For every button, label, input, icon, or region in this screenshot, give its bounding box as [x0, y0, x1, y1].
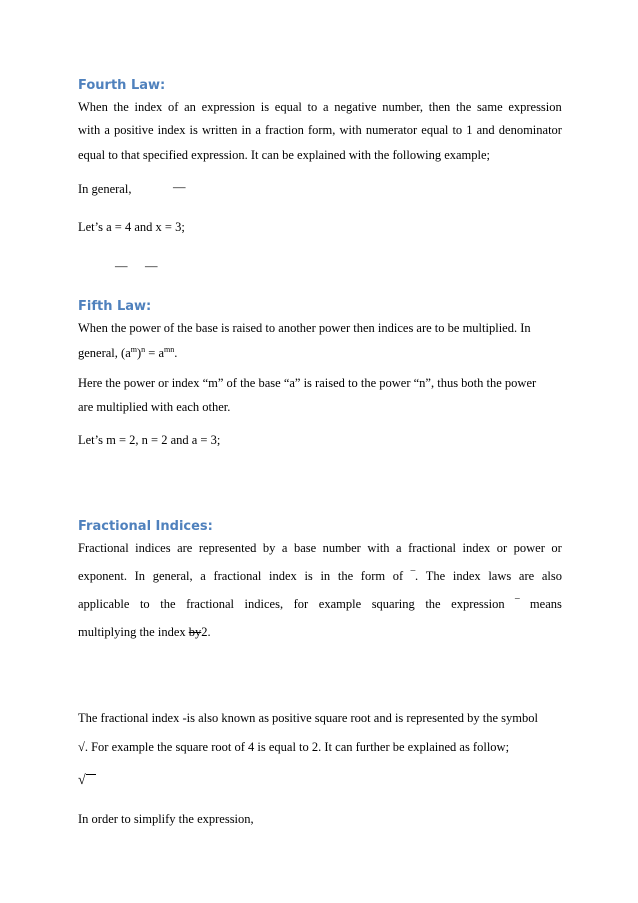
word: to [452, 123, 463, 137]
fractional-para2-line-1 [78, 711, 538, 726]
text-span: multiplying the index [78, 625, 189, 639]
word: squaring [371, 597, 415, 611]
word: index [269, 569, 297, 583]
sqrt-symbol: √ [78, 773, 86, 788]
word: written [201, 123, 238, 137]
fractional-line-3 [78, 597, 562, 612]
word: a [322, 100, 329, 114]
word: In [134, 569, 146, 583]
word: the [113, 100, 129, 114]
fourth-law-line-2 [78, 123, 562, 138]
word: Fractional [78, 541, 129, 555]
word: applicable [78, 597, 130, 611]
word: fractional [186, 597, 234, 611]
word: means [529, 597, 562, 611]
fifth-law-line-2 [78, 345, 177, 361]
word: fractional [213, 569, 262, 583]
word: index [157, 123, 186, 137]
word: a [104, 123, 110, 137]
fourth-law-line-3: equal to that specified expression. It can be explained with the following example; [78, 148, 491, 162]
word: and [476, 123, 495, 137]
text-span: - [182, 711, 187, 725]
word: to [139, 597, 150, 611]
formula-sup: n [141, 345, 146, 354]
formula-part: = a [145, 346, 165, 360]
word: number [322, 541, 361, 555]
word: with [339, 123, 362, 137]
word: is [260, 100, 270, 114]
word: a [281, 541, 288, 555]
sqrt-overline [86, 774, 96, 775]
word: index [134, 100, 163, 114]
word: base [293, 541, 317, 555]
word: 1 [466, 123, 473, 137]
word: fraction [264, 123, 304, 137]
word: laws [488, 569, 512, 583]
word: expression [508, 100, 562, 114]
fifth-law-example: Let’s m = 2, n = 2 and a = 3; [78, 433, 221, 447]
word: then [428, 100, 451, 114]
fourth-law-heading: Fourth Law: [78, 78, 166, 93]
word: for [293, 597, 309, 611]
word: is [189, 123, 198, 137]
word: also [541, 569, 562, 583]
word: form, [307, 123, 336, 137]
fourth-law-example: Let’s a = 4 and x = 3; [78, 220, 185, 234]
word: the [160, 597, 176, 611]
word: ‾ [515, 597, 520, 611]
text-span: 2. [201, 625, 211, 639]
word: of [392, 569, 404, 583]
fractional-indices-heading: Fractional Indices: [78, 519, 213, 534]
word: positive [113, 123, 154, 137]
word: indices [135, 541, 171, 555]
fraction-bar: — [145, 259, 158, 273]
word: index [462, 541, 491, 555]
fraction-bar: — [173, 180, 186, 194]
word: with [78, 123, 101, 137]
fraction-bar: — [115, 259, 128, 273]
word: the [455, 100, 472, 114]
word: represented [198, 541, 257, 555]
word: expression [201, 100, 256, 114]
word: expression [451, 597, 505, 611]
text-span: by [188, 625, 202, 639]
word: are [518, 569, 535, 583]
text-span: is also known as positive square root and is represented by the symbol [186, 711, 538, 725]
word: by [262, 541, 276, 555]
word: are [177, 541, 193, 555]
fifth-law-para2-line-2: are multiplied with each other. [78, 400, 231, 414]
word: number, [382, 100, 424, 114]
word: example [318, 597, 362, 611]
fractional-line-1 [78, 541, 562, 556]
text-span: The fractional index [78, 711, 183, 725]
word: fractional [408, 541, 456, 555]
word: is [304, 569, 313, 583]
fourth-law-line-1 [78, 100, 562, 115]
in-general-label: In general, [78, 182, 132, 196]
word: the [425, 597, 441, 611]
fractional-line-2 [78, 569, 562, 584]
word: exponent. [78, 569, 127, 583]
fifth-law-para2-line-1: Here the power or index “m” of the base “a” is raised to the power “n”, thus both the power [78, 376, 537, 390]
word: with [367, 541, 390, 555]
formula-sup: mn [164, 345, 175, 354]
word: of [167, 100, 179, 114]
word: same [476, 100, 503, 114]
formula-prefix: general, (a [78, 346, 131, 360]
word: in [320, 569, 331, 583]
word: or [496, 541, 508, 555]
word: an [184, 100, 196, 114]
word: to [307, 100, 318, 114]
fractional-line-4 [78, 625, 211, 640]
fifth-law-heading: Fifth Law: [78, 299, 152, 314]
word: indices, [244, 597, 284, 611]
word: The [425, 569, 446, 583]
word: a [255, 123, 261, 137]
word: numerator [365, 123, 418, 137]
simplify-line: In order to simplify the expression, [78, 812, 254, 826]
word: the [337, 569, 354, 583]
word: general, [152, 569, 193, 583]
word: equal [274, 100, 302, 114]
formula-part: . [174, 346, 178, 360]
formula-sup: m [130, 345, 137, 354]
fifth-law-line-1: When the power of the base is raised to another power then indices are to be multiplied. In [78, 321, 531, 335]
word: a [200, 569, 206, 583]
fractional-para2-line-2: √. For example the square root of 4 is equal to 2. It can further be explained as follow; [78, 740, 510, 754]
word: or [551, 541, 562, 555]
word: in [241, 123, 252, 137]
word: power [513, 541, 545, 555]
word: When [78, 100, 108, 114]
word: denominator [498, 123, 562, 137]
word: equal [421, 123, 449, 137]
formula-part: ) [136, 346, 142, 360]
word: ‾. [410, 569, 419, 583]
word: index [452, 569, 481, 583]
sqrt-formula [78, 773, 96, 789]
word: negative [334, 100, 377, 114]
word: form [360, 569, 386, 583]
word: a [396, 541, 402, 555]
